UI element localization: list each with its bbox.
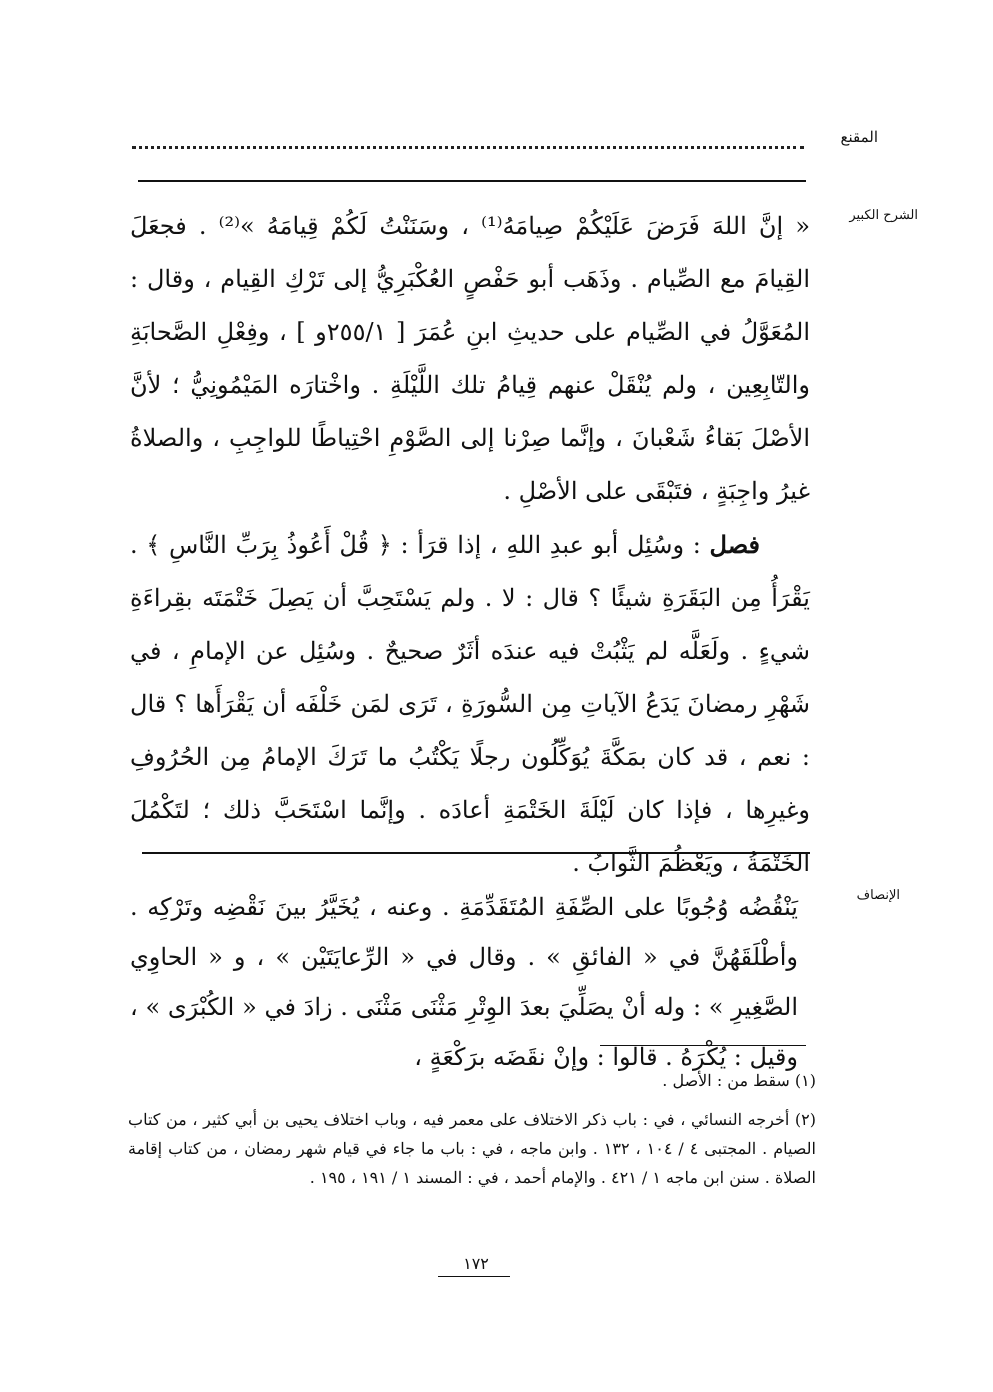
side-label-insaf: الإنصاف <box>856 888 900 903</box>
footnote-1: (١) سقط من : الأصل . <box>662 1071 816 1090</box>
page-number-rule <box>438 1276 510 1277</box>
fasl-heading: فصل <box>709 530 760 559</box>
side-label-sharh: الشرح الكبير <box>849 208 918 223</box>
insaf-text-block: يَنْقُضُه وُجُوبًا على الصِّفَةِ المُتَقَدِّمَةِ . وعنه ، يُخَيَّرُ بينَ نَقْضِه وتَرْكِه . وأطْلَقَهُنَّ في « الفائقِ » . وقال في « الرِّعايَتَيْن » ، و « الحاوِي الصَّغِيرِ » : وله أنْ يصَلِّيَ بعدَ الوِتْرِ مَثْنَى مَثْنَى . زادَ في « الكُبْرَى » ، وقيل : يُكْرَهُ . قالوا : وإنْ نقَضَه برَكْعَةٍ ، <box>130 893 798 1071</box>
main-paragraph-2-text: : وسُئِل أبو عبدِ اللهِ ، إذا قرَأ : ﴿ قُلْ أَعُوذُ بِرَبِّ النَّاسِ ﴾ . يَقْرَأُ مِن البَقَرَةِ شيئًا ؟ قال : لا . ولم يَسْتَحِبَّ أن يَصِلَ خَتْمَتَه بقِراءَةِ شيءٍ . ولَعَلَّه لم يَثْبُتْ فيه عندَه أثَرٌ صحيحٌ . وسُئِل عن الإمامِ ، في شَهْرِ رمضانَ يَدَعُ الآياتِ مِن السُّورَةِ ، تَرَى لمَن خَلْفَه أن يَقْرَأَها ؟ قال : نعم ، قد كان بمَكَّةَ يُوَكِّلُون رجلًا يَكْتُبُ ما تَرَكَ الإمامُ مِن الحُرُوفِ وغيرِها ، فإذا كان لَيْلَةَ الخَتْمَةِ أعادَه . وإنَّما اسْتَحَبَّ ذلك ؛ لتَكْمُلَ الخَتْمَةُ ، ويَعْظُمَ الثَّوابُ . <box>130 531 810 877</box>
running-title: المقنع <box>840 128 878 146</box>
footnote-2: (٢) أخرجه النسائي ، في : باب ذكر الاختلاف على معمر فيه ، وباب اختلاف يحيى بن أبي كثير ، من كتاب الصيام . المجتبى ٤ / ١٠٤ ، ١٣٢ . وابن ماجه ، في : باب ما جاء في قيام شهر رمضان ، من كتاب إقامة الصلاة . سنن ابن ماجه ١ / ٤٢١ . والإمام أحمد ، في : المسند ١ / ١٩١ ، ١٩٥ . <box>128 1110 816 1187</box>
footnote-rule <box>600 1045 806 1046</box>
header-solid-rule <box>138 180 806 182</box>
page-number: ١٧٢ <box>463 1254 489 1273</box>
header-dotted-rule <box>132 146 804 149</box>
main-paragraph-2 <box>130 518 810 890</box>
footnotes <box>128 1066 816 1192</box>
main-paragraph-1: « إنَّ اللهَ فَرَضَ عَلَيْكُمْ صِيامَهُ⁽¹⁾ ، وسَنَنْتُ لَكُمْ قِيامَهُ »⁽²⁾ . فجعَلَ القِيامَ مع الصِّيام . وذَهَب أبو حَفْصٍ العُكْبَرِيُّ إلى تَرْكِ القِيام ، وقال : المُعَوَّلُ في الصِّيام على حديثِ ابنِ عُمَرَ [ ٢٥٥/١و ] ، وفِعْلِ الصَّحابَةِ والتّابِعِين ، ولم يُنْقَلْ عنهم قِيامُ تلك اللَّيْلَةِ . واخْتارَه المَيْمُونِيُّ ؛ لأنَّ الأصْلَ بَقاءُ شَعْبانَ ، وإنَّما صِرْنا إلى الصَّوْمِ احْتِياطًا للواجِبِ ، والصلاةُ غيرُ واجِبَةٍ ، فتَبْقَى على الأصْلِ . <box>130 212 810 505</box>
section-divider <box>142 852 810 854</box>
main-text-block <box>130 200 810 890</box>
